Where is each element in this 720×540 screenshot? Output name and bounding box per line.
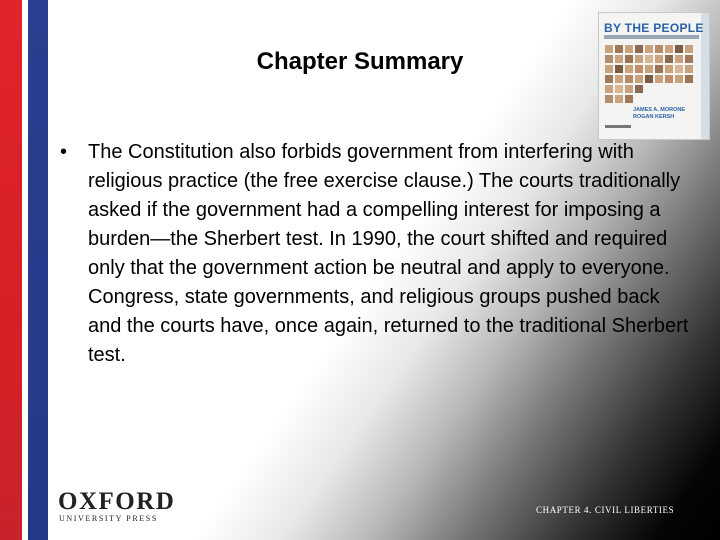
blue-stripe — [28, 0, 48, 540]
oxford-logo — [52, 484, 174, 526]
slide-title: Chapter Summary — [256, 48, 464, 75]
cover-publisher-mark — [605, 125, 631, 128]
red-stripe — [0, 0, 22, 540]
cover-title: BY THE PEOPLE — [604, 21, 704, 35]
cover-author-1: JAMES A. MORONE — [633, 107, 686, 113]
oxford-logo-name: OXFORD — [58, 488, 176, 515]
book-cover-image — [598, 12, 710, 140]
summary-body — [60, 138, 690, 370]
oxford-logo-subtitle: UNIVERSITY PRESS — [59, 514, 158, 523]
cover-author-2: ROGAN KERSH — [633, 114, 675, 120]
cover-authors — [633, 107, 685, 121]
bullet-item — [60, 138, 690, 370]
bullet-marker: • — [60, 141, 68, 163]
bullet-text: The Constitution also forbids government from interfering with religious practice (the free exercise clause.) The courts traditionally asked if the government had a compelling interest for imposing a burden—the Sherbert test. In 1990, the court shifted and required only that the government action be neutral and apply to everyone. Congress, state governments, and religious groups pushed back and the courts have, once again, returned to the traditional Sherbert test. — [88, 141, 689, 366]
chapter-footer: CHAPTER 4. CIVIL LIBERTIES — [536, 505, 675, 515]
cover-artwork — [603, 43, 699, 105]
cover-subtitle-bar — [604, 35, 699, 39]
